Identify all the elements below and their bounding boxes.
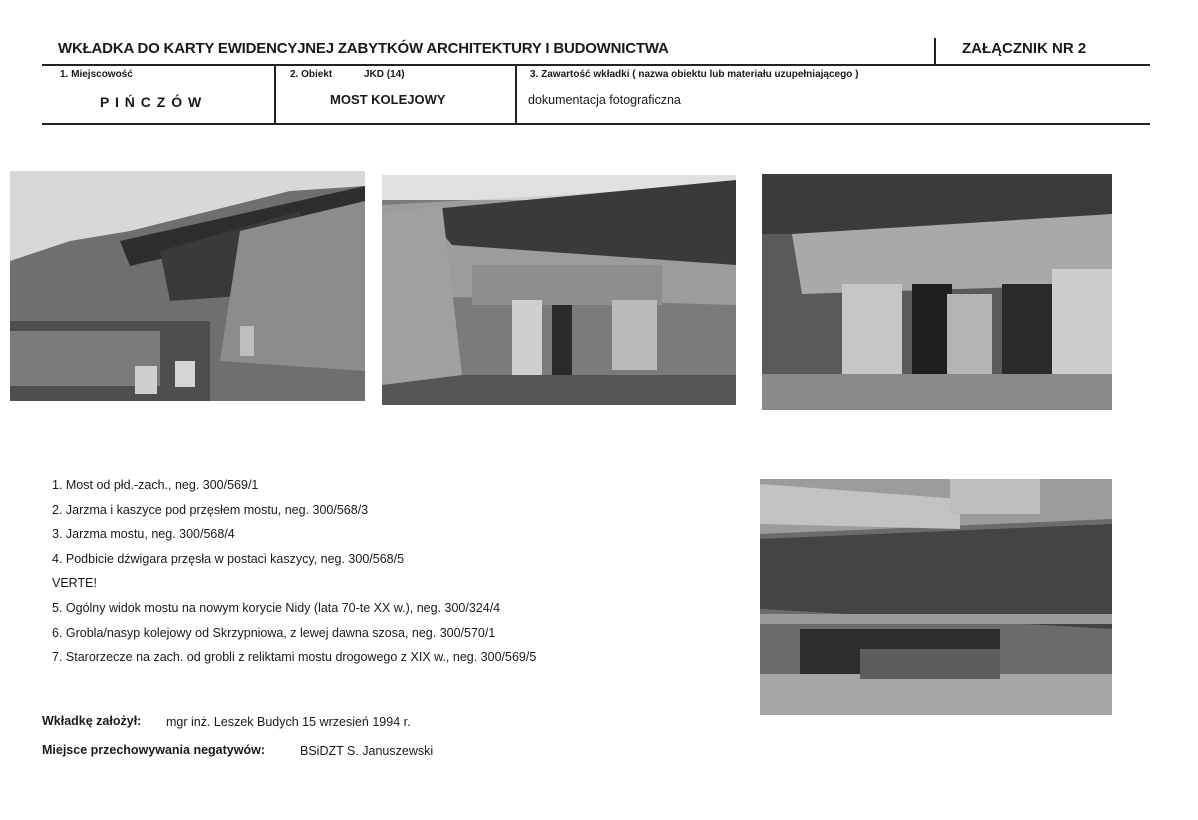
card-title: WKŁADKA DO KARTY EWIDENCYJNEJ ZABYTKÓW ARCHITEKTURY I BUDOWNICTWA — [58, 40, 669, 57]
caption-5: 5. Ogólny widok mostu na nowym korycie Nidy (lata 70-te XX w.), neg. 300/324/4 — [52, 600, 501, 615]
photo-bridge-from-southwest — [10, 171, 365, 401]
caption-1: 1. Most od płd.-zach., neg. 300/569/1 — [52, 478, 259, 492]
caption-7: 7. Starorzecze na zach. od grobli z reliktami mostu drogowego z XIX w., neg. 300/569/5 — [52, 650, 537, 665]
object-code: JKD (14) — [364, 69, 405, 80]
header-rule-top — [42, 64, 1150, 66]
field-divider-2 — [515, 65, 517, 124]
photo-trestles-under-span — [382, 175, 736, 405]
caption-verte: VERTE! — [52, 576, 97, 591]
object-label: 2. Obiekt — [290, 69, 333, 80]
header-rule-bottom — [42, 123, 1150, 125]
founder-label: Wkładkę założył: — [42, 714, 142, 728]
locality-value: P I Ń C Z Ó W — [100, 94, 203, 110]
caption-3: 3. Jarzma mostu, neg. 300/568/4 — [52, 527, 235, 542]
caption-4: 4. Podbicie dźwigara przęsła w postaci kaszycy, neg. 300/568/5 — [52, 551, 405, 566]
contents-label: 3. Zawartość wkładki ( nazwa obiektu lub materiału uzupełniającego ) — [530, 69, 859, 80]
founder-value: mgr inż. Leszek Budych 15 wrzesień 1994 r. — [166, 715, 411, 729]
field-divider-1 — [274, 65, 276, 124]
storage-label: Miejsce przechowywania negatywów: — [42, 743, 265, 757]
object-value: MOST KOLEJOWY — [330, 92, 446, 107]
locality-label: 1. Miejscowość — [60, 69, 133, 80]
storage-value: BSiDZT S. Januszewski — [300, 744, 434, 758]
contents-value: dokumentacja fotograficzna — [528, 93, 681, 107]
photo-girder-cribbing — [760, 479, 1112, 715]
header-divider-annex — [934, 38, 936, 65]
photo-captions — [52, 473, 536, 670]
caption-6: 6. Grobla/nasyp kolejowy od Skrzypniowa, z lewej dawna szosa, neg. 300/570/1 — [52, 625, 496, 640]
annex-number: ZAŁĄCZNIK NR 2 — [962, 40, 1087, 57]
photo-bridge-trestles — [762, 174, 1112, 410]
caption-2: 2. Jarzma i kaszyce pod przęsłem mostu, neg. 300/568/3 — [52, 502, 369, 517]
